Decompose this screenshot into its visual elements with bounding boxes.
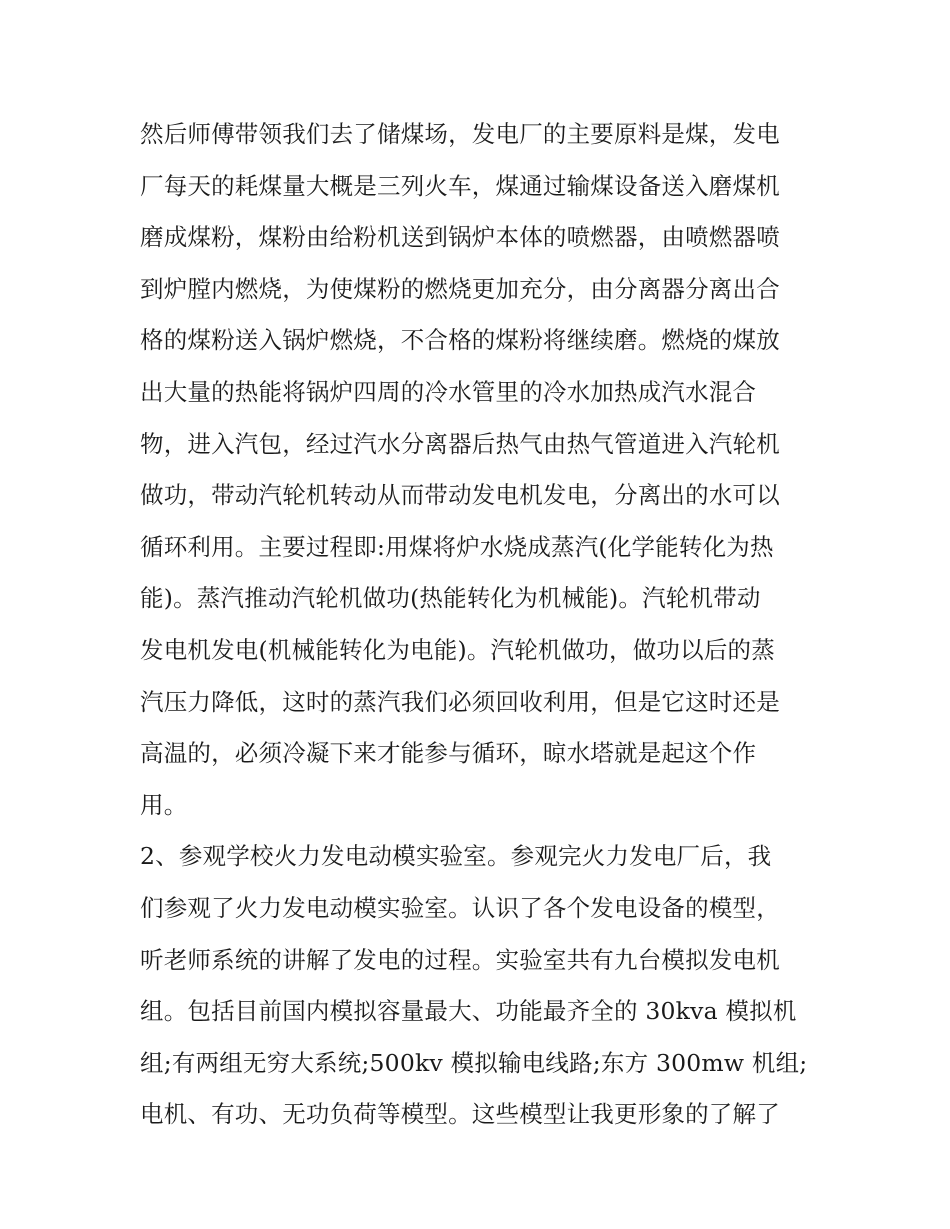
text-line: 能)。蒸汽推动汽轮机做功(热能转化为机械能)。汽轮机带动	[140, 584, 761, 613]
text-line: 厂每天的耗煤量大概是三列火车，煤通过输煤设备送入磨煤机	[140, 171, 780, 200]
text-line: 出大量的热能将锅炉四周的冷水管里的冷水加热成汽水混合	[140, 377, 757, 406]
text-line: 磨成煤粉，煤粉由给粉机送到锅炉本体的喷燃器，由喷燃器喷	[140, 223, 780, 252]
text-line: 到炉膛内燃烧，为使煤粉的燃烧更加充分，由分离器分离出合	[140, 274, 780, 303]
text-line: 然后师傅带领我们去了储煤场，发电厂的主要原料是煤，发电	[140, 120, 780, 148]
text-line: 们参观了火力发电动模实验室。认识了各个发电设备的模型，	[140, 893, 780, 922]
text-line: 做功，带动汽轮机转动从而带动发电机发电，分离出的水可以	[140, 481, 780, 510]
text-line: 听老师系统的讲解了发电的过程。实验室共有九台模拟发电机	[140, 945, 780, 974]
text-line: 电机、有功、无功负荷等模型。这些模型让我更形象的了解了	[140, 1100, 780, 1129]
text-line: 循环利用。主要过程即:用煤将炉水烧成蒸汽(化学能转化为热	[140, 532, 774, 561]
text-line: 2、参观学校火力发电动模实验室。参观完火力发电厂后，我	[140, 842, 772, 871]
text-line: 高温的，必须冷凝下来才能参与循环，晾水塔就是起这个作	[140, 739, 757, 768]
text-line: 发电机发电(机械能转化为电能)。汽轮机做功，做功以后的蒸	[140, 635, 775, 664]
text-line: 用。	[140, 790, 188, 819]
text-line: 组;有两组无穷大系统;500kv 模拟输电线路;东方 300mw 机组;	[140, 1048, 808, 1077]
text-line: 格的煤粉送入锅炉燃烧，不合格的煤粉将继续磨。燃烧的煤放	[140, 326, 780, 355]
text-line: 组。包括目前国内模拟容量最大、功能最齐全的 30kva 模拟机	[140, 997, 797, 1026]
text-line: 物，进入汽包，经过汽水分离器后热气由热气管道进入汽轮机	[140, 429, 780, 458]
text-line: 汽压力降低，这时的蒸汽我们必须回收利用，但是它这时还是	[140, 687, 780, 716]
document-body	[140, 109, 812, 1141]
